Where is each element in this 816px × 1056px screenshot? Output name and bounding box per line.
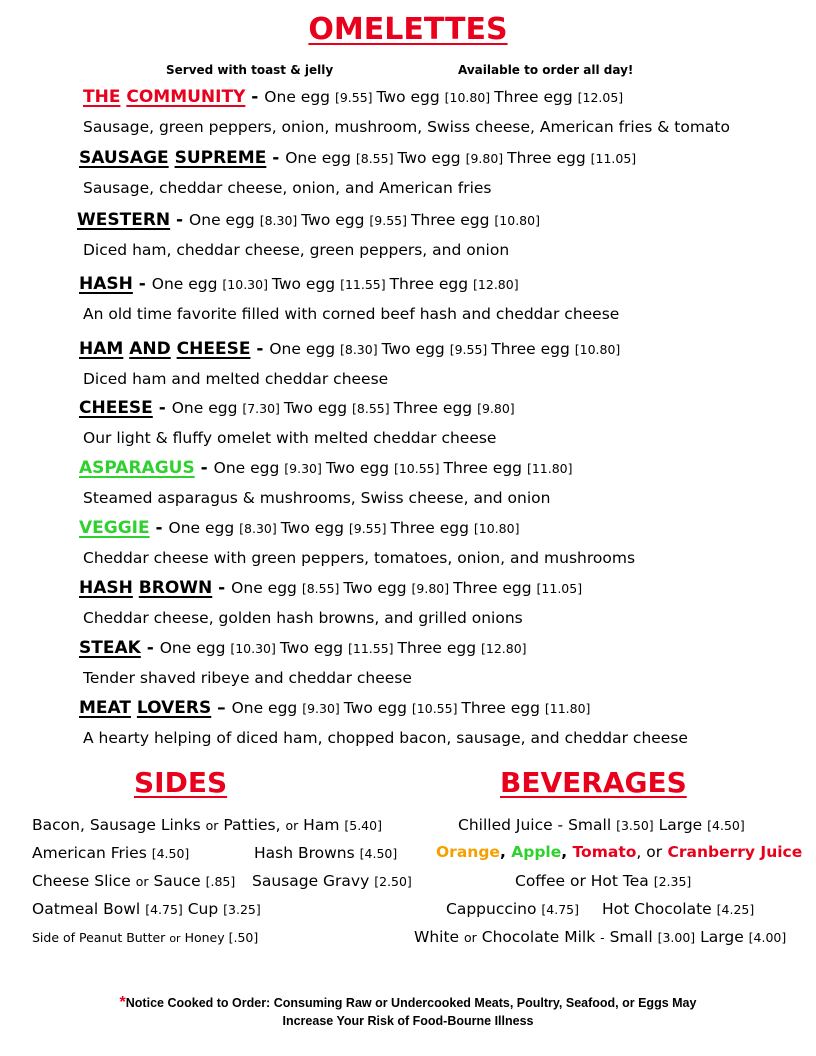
omelette-description: Sausage, cheddar cheese, onion, and American fries [83, 179, 492, 197]
sides-row-cheese [32, 872, 235, 890]
omelette-item [79, 339, 620, 359]
bev-row-hot-chocolate [602, 900, 754, 918]
omelette-name [77, 210, 170, 230]
omelette-name-word: CHEESE [79, 398, 153, 418]
price: [8.30] [340, 342, 382, 357]
egg-option-label: One egg [171, 399, 243, 417]
price: [10.30] [230, 641, 280, 656]
omelette-name-word: COMMUNITY [126, 87, 246, 107]
bev-chocolate-milk: Chocolate Milk [481, 928, 596, 946]
price: [.50] [228, 930, 259, 945]
price: [8.55] [355, 151, 398, 166]
price: [5.40] [344, 818, 382, 833]
sides-row-meats [32, 816, 382, 834]
omelette-name-word: LOVERS [136, 698, 212, 718]
egg-option-label: Two egg [271, 275, 341, 293]
available-note: Available to order all day! [458, 63, 634, 77]
price: [12.05] [577, 90, 624, 105]
price: [2.35] [653, 874, 692, 889]
bev-white-milk: White [414, 928, 460, 946]
price: [4.50] [151, 846, 190, 861]
side-meats: Bacon, Sausage Links [32, 816, 201, 834]
egg-option-label: Two egg [381, 340, 450, 358]
comma: , [499, 843, 506, 861]
side-cheese-slice: Cheese Slice [32, 872, 131, 890]
egg-option-label: Two egg [301, 211, 370, 229]
omelette-name-word: SUPREME [174, 148, 267, 168]
omelette-name-word: WESTERN [77, 210, 171, 230]
bev-row-juice-flavors [436, 843, 802, 861]
price: [3.25] [223, 902, 261, 917]
egg-option-label: Two egg [280, 519, 349, 537]
bev-milk-large: Large [700, 928, 744, 946]
side-peanut-butter: Side of Peanut Butter [32, 930, 166, 945]
egg-option-label: Three egg [393, 399, 478, 417]
bev-milk-small: Small [609, 928, 653, 946]
egg-option-label: Three egg [453, 579, 537, 597]
egg-option-label: Three egg [494, 88, 578, 106]
omelette-name-word: VEGGIE [79, 518, 150, 538]
egg-option-label: One egg [231, 699, 303, 717]
separator-dash: - [132, 274, 152, 294]
omelette-item [79, 148, 636, 168]
side-hash-browns: Hash Browns [254, 844, 355, 862]
egg-option-label: Three egg [389, 275, 474, 293]
separator-dash: - [170, 210, 190, 230]
price: [9.80] [465, 151, 508, 166]
price: [9.55] [348, 521, 391, 536]
price: [10.30] [222, 277, 272, 292]
omelette-item [79, 638, 527, 658]
omelette-name [79, 274, 133, 294]
price: [4.75] [145, 902, 183, 917]
side-sausage-gravy: Sausage Gravy [252, 872, 370, 890]
side-american-fries: American Fries [32, 844, 147, 862]
egg-option-label: Three egg [491, 340, 575, 358]
price: [11.55] [340, 277, 390, 292]
omelette-name [79, 398, 153, 418]
food-safety-notice [0, 994, 816, 1012]
omelette-name [79, 638, 141, 658]
price: [2.50] [374, 874, 412, 889]
omelette-item [83, 87, 623, 107]
price: [10.55] [411, 701, 462, 716]
egg-option-label: One egg [189, 211, 260, 229]
bev-chilled-juice: Chilled Juice - Small [458, 816, 612, 834]
separator-dash: - [194, 458, 214, 478]
bev-row-juice [458, 816, 745, 834]
bev-row-milk [414, 928, 786, 946]
side-ham: Ham [303, 816, 340, 834]
comma: , [561, 843, 568, 861]
omelette-name-word: MEAT [79, 698, 131, 718]
omelette-description: Diced ham and melted cheddar cheese [83, 370, 389, 388]
price: [9.80] [477, 401, 515, 416]
omelette-description: Diced ham, cheddar cheese, green peppers, and onion [83, 241, 510, 259]
egg-option-label: Three egg [410, 211, 495, 229]
sides-title: SIDES [134, 766, 228, 799]
omelette-name-word: BROWN [138, 578, 213, 598]
price: [7.30] [242, 401, 284, 416]
omelettes-title: OMELETTES [308, 12, 508, 47]
omelette-description: Cheddar cheese, golden hash browns, and grilled onions [83, 609, 523, 627]
price: [10.80] [473, 521, 520, 536]
bev-juice-large: Large [658, 816, 703, 834]
separator-dash: - [152, 398, 172, 418]
price: [.85] [205, 874, 236, 889]
or-word: or [169, 932, 181, 945]
omelette-name [79, 458, 195, 478]
egg-option-label: Three egg [390, 519, 474, 537]
price: [4.75] [541, 902, 580, 917]
side-sauce: Sauce [153, 872, 201, 890]
separator-dash: - [266, 148, 286, 168]
omelette-name [79, 518, 150, 538]
omelette-description: Cheddar cheese with green peppers, tomatoes, onion, and mushrooms [83, 549, 636, 567]
bev-cappuccino: Cappuccino [446, 900, 537, 918]
omelette-description: Steamed asparagus & mushrooms, Swiss cheese, and onion [83, 489, 551, 507]
price: [10.80] [444, 90, 495, 105]
egg-option-label: Two egg [343, 699, 412, 717]
egg-option-label: One egg [168, 519, 240, 537]
price: [8.30] [259, 213, 302, 228]
omelette-item [79, 398, 515, 418]
or-word: or [464, 930, 477, 945]
omelette-name-word: STEAK [79, 638, 141, 658]
omelette-name [79, 148, 266, 168]
egg-option-label: Two egg [376, 88, 445, 106]
price: [12.80] [480, 641, 527, 656]
egg-option-label: One egg [213, 459, 285, 477]
separator-dash: - [140, 638, 160, 658]
omelette-item [79, 458, 573, 478]
dash: - [600, 930, 605, 945]
bev-row-coffee [515, 872, 691, 890]
egg-option-label: Two egg [343, 579, 412, 597]
notice-line-2-wrap [0, 1014, 816, 1028]
egg-option-label: One egg [269, 340, 340, 358]
omelette-description: An old time favorite filled with corned beef hash and cheddar cheese [83, 305, 620, 323]
price: [12.80] [473, 277, 519, 292]
omelette-name-word: HASH [79, 578, 133, 598]
notice-line-2: Increase Your Risk of Food-Bourne Illness [282, 1014, 534, 1028]
omelette-name-word: ASPARAGUS [79, 458, 195, 478]
omelette-name [83, 87, 245, 107]
price: [4.00] [748, 930, 787, 945]
egg-option-label: Two egg [397, 149, 466, 167]
egg-option-label: Three egg [461, 699, 545, 717]
egg-option-label: Three egg [443, 459, 527, 477]
price: [8.30] [239, 521, 281, 536]
juice-cranberry: Cranberry Juice [667, 843, 803, 861]
egg-option-label: Three egg [397, 639, 481, 657]
omelette-description: A hearty helping of diced ham, chopped bacon, sausage, and cheddar cheese [83, 729, 688, 747]
sides-row-hash-browns [254, 844, 397, 862]
omelette-name-word: THE [83, 87, 121, 107]
omelette-item [79, 274, 519, 294]
omelette-name [79, 698, 211, 718]
side-oatmeal-bowl: Oatmeal Bowl [32, 900, 141, 918]
price: [9.80] [411, 581, 454, 596]
omelette-item [77, 210, 540, 230]
separator-dash: - [149, 518, 169, 538]
sides-row-american-fries [32, 844, 189, 862]
egg-option-label: Two egg [325, 459, 394, 477]
price: [4.25] [716, 902, 755, 917]
bev-hot-chocolate: Hot Chocolate [602, 900, 712, 918]
egg-option-label: Two egg [283, 399, 353, 417]
price: [3.50] [616, 818, 654, 833]
side-oatmeal-cup: Cup [187, 900, 219, 918]
price: [9.55] [334, 90, 377, 105]
price: [9.55] [369, 213, 411, 228]
separator-dash: - [212, 578, 232, 598]
omelette-name-word: CHEESE [176, 339, 251, 359]
omelette-description: Sausage, green peppers, onion, mushroom, Swiss cheese, American fries & tomato [83, 118, 730, 136]
separator-dash: – [211, 698, 232, 718]
sides-row-peanut-butter [32, 930, 258, 945]
omelette-name-word: AND [129, 339, 171, 359]
price: [3.00] [657, 930, 696, 945]
omelette-description: Our light & fluffy omelet with melted cheddar cheese [83, 429, 497, 447]
notice-line-1: Notice Cooked to Order: Consuming Raw or Undercooked Meats, Poultry, Seafood, or Eggs May [125, 996, 697, 1010]
price: [11.80] [544, 701, 591, 716]
price: [4.50] [359, 846, 398, 861]
served-with-note: Served with toast & jelly [166, 63, 334, 77]
egg-option-label: One egg [151, 275, 223, 293]
egg-option-label: One egg [231, 579, 302, 597]
separator-dash: - [250, 339, 270, 359]
separator-dash: - [245, 87, 265, 107]
juice-apple: Apple [511, 843, 562, 861]
bev-row-cappuccino [446, 900, 579, 918]
juice-orange: Orange [436, 843, 500, 861]
bev-coffee-tea: Coffee or Hot Tea [515, 872, 649, 890]
omelette-description: Tender shaved ribeye and cheddar cheese [83, 669, 412, 687]
price: [10.55] [393, 461, 444, 476]
or-word: , or [636, 843, 663, 861]
or-word: or [205, 818, 219, 833]
side-patties: Patties, [223, 816, 281, 834]
omelette-name [79, 339, 250, 359]
egg-option-label: Two egg [279, 639, 348, 657]
omelette-name-word: HASH [79, 274, 133, 294]
price: [8.55] [352, 401, 394, 416]
sides-row-gravy [252, 872, 412, 890]
price: [8.55] [301, 581, 344, 596]
omelette-name-word: SAUSAGE [79, 148, 169, 168]
omelette-item [79, 698, 590, 718]
price: [11.80] [526, 461, 573, 476]
sides-row-oatmeal [32, 900, 261, 918]
egg-option-label: Three egg [507, 149, 591, 167]
price: [11.05] [590, 151, 637, 166]
or-word: or [285, 818, 299, 833]
side-honey: Honey [184, 930, 225, 945]
price: [9.30] [302, 701, 344, 716]
juice-tomato: Tomato [572, 843, 637, 861]
beverages-title: BEVERAGES [500, 766, 687, 799]
price: [11.55] [348, 641, 398, 656]
notice-asterisk: * [119, 994, 126, 1011]
price: [10.80] [494, 213, 540, 228]
egg-option-label: One egg [159, 639, 231, 657]
price: [10.80] [574, 342, 621, 357]
price: [9.55] [449, 342, 492, 357]
price: [11.05] [536, 581, 583, 596]
omelette-item [79, 578, 582, 598]
omelette-name-word: HAM [79, 339, 124, 359]
omelette-item [79, 518, 519, 538]
egg-option-label: One egg [264, 88, 335, 106]
or-word: or [135, 874, 149, 889]
omelette-name [79, 578, 212, 598]
price: [9.30] [284, 461, 326, 476]
price: [4.50] [707, 818, 745, 833]
egg-option-label: One egg [285, 149, 356, 167]
